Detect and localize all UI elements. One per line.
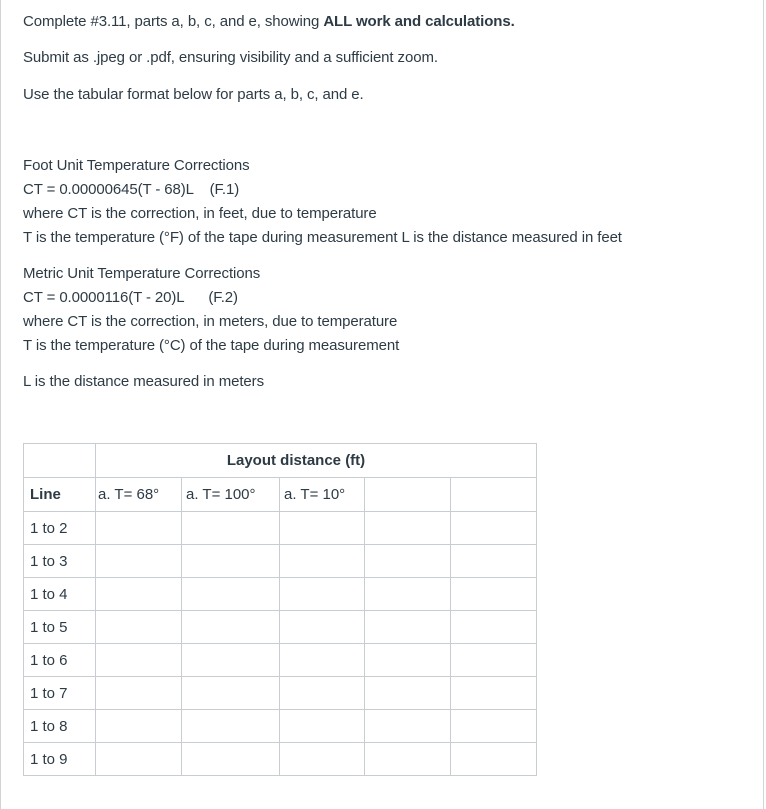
table-cell <box>280 545 365 578</box>
table-row <box>24 677 537 710</box>
table-row <box>24 743 537 776</box>
table-cell <box>96 512 182 545</box>
table-cell <box>96 578 182 611</box>
column-header-t10: a. T= 10° <box>280 478 365 512</box>
table-cell <box>451 644 537 677</box>
table-cell <box>280 710 365 743</box>
column-header-blank-1 <box>365 478 451 512</box>
row-label: 1 to 6 <box>24 644 96 677</box>
table-cell <box>96 710 182 743</box>
table-cell <box>96 545 182 578</box>
instruction-line-1-bold: ALL work and calculations. <box>323 13 515 30</box>
row-label: 1 to 7 <box>24 677 96 710</box>
table-cell <box>96 677 182 710</box>
table-cell <box>280 578 365 611</box>
table-cell <box>280 743 365 776</box>
column-header-blank-2 <box>451 478 537 512</box>
row-label: 1 to 9 <box>24 743 96 776</box>
table-cell <box>182 677 280 710</box>
table-cell <box>182 611 280 644</box>
table-cell <box>365 677 451 710</box>
table-cell <box>451 743 537 776</box>
foot-where: where CT is the correction, in feet, due to temperature <box>23 205 377 222</box>
table-row <box>24 545 537 578</box>
foot-t-definition: T is the temperature (°F) of the tape during measurement L is the distance measured in feet <box>23 229 622 246</box>
table-cell <box>182 644 280 677</box>
table-cell <box>280 677 365 710</box>
instruction-line-3: Use the tabular format below for parts a, b, c, and e. <box>23 86 364 103</box>
table-cell <box>451 611 537 644</box>
table-cell <box>280 611 365 644</box>
row-label: 1 to 2 <box>24 512 96 545</box>
column-header-t100: a. T= 100° <box>182 478 280 512</box>
table-cell <box>451 545 537 578</box>
row-label: 1 to 4 <box>24 578 96 611</box>
table-row <box>24 512 537 545</box>
column-header-t68: a. T= 68° <box>96 478 182 512</box>
table-cell <box>365 512 451 545</box>
foot-formula: CT = 0.00000645(T - 68)L (F.1) <box>23 181 240 198</box>
table-cell <box>451 512 537 545</box>
table-cell <box>182 578 280 611</box>
table-cell <box>365 611 451 644</box>
table-cell <box>280 644 365 677</box>
table-column-header-row <box>24 478 537 512</box>
table-cell <box>182 545 280 578</box>
table-group-header-row <box>24 444 537 478</box>
row-label: 1 to 5 <box>24 611 96 644</box>
metric-section-title: Metric Unit Temperature Corrections <box>23 265 261 282</box>
table-row <box>24 710 537 743</box>
row-label: 1 to 8 <box>24 710 96 743</box>
table-cell <box>182 710 280 743</box>
table-cell <box>451 578 537 611</box>
table-cell <box>365 743 451 776</box>
column-header-line: Line <box>24 478 96 512</box>
table-cell <box>280 512 365 545</box>
table-cell <box>451 677 537 710</box>
table-cell <box>365 578 451 611</box>
table-row <box>24 644 537 677</box>
table-cell <box>96 743 182 776</box>
metric-l-definition: L is the distance measured in meters <box>23 373 264 390</box>
instruction-line-1 <box>23 13 515 31</box>
table-cell <box>182 743 280 776</box>
row-label: 1 to 3 <box>24 545 96 578</box>
table-row <box>24 611 537 644</box>
table-cell <box>451 710 537 743</box>
metric-where: where CT is the correction, in meters, due to temperature <box>23 313 398 330</box>
instruction-line-2: Submit as .jpeg or .pdf, ensuring visibility and a sufficient zoom. <box>23 49 438 66</box>
foot-section-title: Foot Unit Temperature Corrections <box>23 157 250 174</box>
table-cell <box>365 710 451 743</box>
table-cell <box>96 644 182 677</box>
table-row <box>24 578 537 611</box>
instruction-line-1-text: Complete #3.11, parts a, b, c, and e, showing <box>23 13 324 30</box>
layout-distance-header: Layout distance (ft) <box>96 444 537 478</box>
layout-distance-table <box>23 443 537 776</box>
table-cell <box>365 644 451 677</box>
table-cell <box>365 545 451 578</box>
metric-t-definition: T is the temperature (°C) of the tape during measurement <box>23 337 400 354</box>
table-corner-cell <box>24 444 96 478</box>
table-cell <box>182 512 280 545</box>
metric-formula: CT = 0.0000116(T - 20)L (F.2) <box>23 289 238 306</box>
table-cell <box>96 611 182 644</box>
